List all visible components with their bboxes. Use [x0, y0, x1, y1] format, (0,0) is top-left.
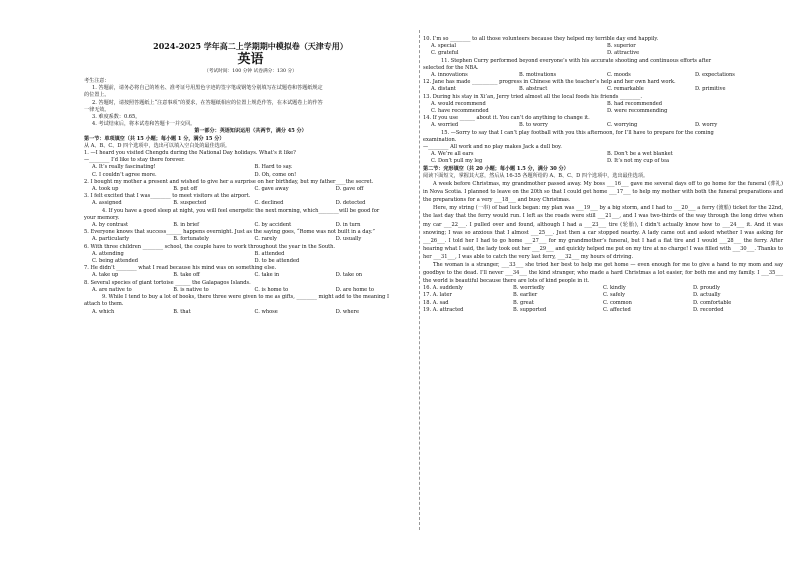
- answer-option[interactable]: A. which: [92, 308, 115, 315]
- answer-option[interactable]: B. take off: [173, 272, 200, 279]
- question-item: [84, 294, 417, 316]
- answer-option[interactable]: D. proudly: [693, 285, 720, 292]
- answer-option[interactable]: C. safely: [603, 292, 626, 299]
- question-item: [84, 179, 417, 193]
- answer-option[interactable]: D. were recommending: [607, 108, 668, 115]
- question-list: [84, 150, 417, 316]
- question-stem: —________ I’d like to stay there forever.: [84, 157, 185, 164]
- answer-option[interactable]: B. put off: [173, 186, 198, 193]
- answer-option[interactable]: D. are home to: [335, 286, 374, 293]
- question-stem: 15. —Sorry to say that I can’t play football with you this afternoon, for I’ll have to prepare for the coming: [441, 129, 714, 136]
- answer-option[interactable]: B. worriedly: [513, 285, 545, 292]
- answer-option[interactable]: C. Don’t pull my leg: [431, 158, 483, 165]
- question-stem: 8. Several species of giant tortoise ______ the Galapagos Islands.: [84, 279, 251, 286]
- option-row: [84, 287, 417, 294]
- answer-option[interactable]: A. We’re all ears: [431, 151, 474, 158]
- exam-title: 2024-2025 学年高二上学期期中模拟卷（天津专用）: [153, 41, 348, 51]
- answer-option[interactable]: D. Oh, come on!: [254, 171, 297, 178]
- answer-option[interactable]: B. is native to: [173, 286, 209, 293]
- question-stem: examination.: [423, 136, 457, 143]
- answer-option[interactable]: 18. A. sad: [423, 299, 449, 306]
- question-stem: 10. I’m so ________ to all those volunteers because they helped my terrible day end happily.: [423, 36, 659, 42]
- note-line: 3. 难度系数：0.65。: [92, 114, 141, 121]
- option-row: [423, 108, 783, 115]
- note-line: 2. 答题时，请按照答题纸上“注意事项”的要求，在答题纸相应的位置上规范作答，在本试题卷上的作答: [92, 99, 323, 106]
- question-list: [423, 36, 783, 166]
- subject-title: 英语: [237, 52, 264, 67]
- question-stem: 2. I bought my mother a present and wished to give her a surprise on her birthday, but my father____the secret.: [84, 178, 374, 185]
- answer-option[interactable]: D. take on: [335, 272, 363, 279]
- answer-option[interactable]: A. took up: [92, 186, 119, 193]
- cloze-option-row: [423, 300, 783, 307]
- option-row: [423, 101, 783, 108]
- answer-option[interactable]: D. expectations: [695, 72, 735, 79]
- answer-option[interactable]: A. particularly: [92, 236, 130, 243]
- option-row: [423, 158, 783, 165]
- option-row: [423, 72, 783, 79]
- section-instruction: 从 A、B、C、D 四个选项中，选出可以填入空白处的最佳选项。: [84, 142, 230, 149]
- question-stem: 11. Stephen Curry performed beyond everyone’s with his accurate shooting and continuous efforts after: [441, 57, 712, 64]
- cloze-option-list: [423, 285, 783, 314]
- notes-heading: 考生注意：: [84, 78, 110, 84]
- question-stem: selected for the NBA.: [423, 64, 479, 71]
- answer-option[interactable]: C. by accident: [254, 222, 292, 229]
- answer-option[interactable]: C. remarkable: [607, 86, 644, 93]
- question-stem: —________ All work and no play makes Jack a dull boy.: [423, 144, 562, 151]
- answer-option[interactable]: D. usually: [335, 236, 362, 243]
- answer-option[interactable]: B. earlier: [513, 292, 538, 299]
- question-item: [423, 94, 783, 116]
- answer-option[interactable]: C. moods: [607, 72, 631, 79]
- option-row: [84, 272, 417, 279]
- answer-option[interactable]: D. recorded: [693, 306, 724, 313]
- option-row: [423, 122, 783, 129]
- answer-option[interactable]: B. in brief: [173, 222, 199, 229]
- option-row: [84, 200, 417, 207]
- answer-option[interactable]: 16. A. suddenly: [423, 285, 463, 292]
- answer-option[interactable]: D. where: [335, 308, 359, 315]
- answer-option[interactable]: B. supported: [513, 306, 547, 313]
- answer-option[interactable]: C. whose: [254, 308, 278, 315]
- note-line: 一律无效。: [84, 106, 110, 113]
- answer-option[interactable]: D. actually: [693, 292, 721, 299]
- question-item: [423, 115, 783, 129]
- question-item: [84, 244, 417, 266]
- question-item: [84, 193, 417, 207]
- option-row: [423, 86, 783, 93]
- option-row: [84, 309, 417, 316]
- answer-option[interactable]: B. suspected: [173, 200, 207, 207]
- left-column: [84, 36, 417, 316]
- option-row: [423, 151, 783, 158]
- note-line: 4. 考试结束后，将本试卷和答题卡一并交回。: [92, 121, 196, 128]
- option-row: [84, 172, 417, 179]
- option-row: [84, 164, 417, 171]
- note-line: 的位置上。: [84, 92, 110, 99]
- question-stem: 7. He didn’t ________ what I read because his mind was on something else.: [84, 265, 277, 272]
- answer-option[interactable]: A. by contrast: [92, 222, 129, 229]
- answer-option[interactable]: B. had recommended: [607, 100, 663, 107]
- answer-option[interactable]: C. worrying: [607, 122, 638, 129]
- answer-option[interactable]: B. superior: [607, 43, 636, 50]
- answer-option[interactable]: C. declined: [254, 200, 284, 207]
- question-item: [84, 265, 417, 279]
- answer-option[interactable]: B. motivations: [519, 72, 557, 79]
- question-item: [84, 280, 417, 294]
- answer-option[interactable]: D. attractive: [607, 50, 640, 57]
- answer-option[interactable]: D. It’s not my cup of tea: [607, 158, 670, 165]
- cloze-paragraph: Here, my string (一串) of bad luck began: my plan was ___19___ by a big storm, and I had to ___20___ a ferry (渡船) ticket for the 22nd, the last day that the ferry would run. I left as the roads were still ___21___, and I was two-thirds of the way through the long drive when my car ___22___. I pulled over and found, although I had a ___23___ tire (轮胎), I didn’t actually know how to ___24___ it. And it was snowing; I was so anxious that I almost ___25___. Just then a car stopped nearby. A lady came out and asked whether I was asking for ___26___. I told her I had to go home ___27___ for my grandmother’s funeral, but I had a flat tire and I would ___28___ the ferry. After hearing what I said, the lady took out her ___29___ and quickly helped me put on my tire at no charge! I was filled with ___30___. Thanks to her ___31___, I was able to catch the very last ferry, ___32___ my hours of driving.: [423, 205, 783, 260]
- cloze-instruction: 阅读下面短文，掌握其大意，然后从 16-35 各题所给的 A、B、C、D 四个选项中，选出最佳选项。: [423, 172, 649, 179]
- question-stem: attach to them.: [84, 301, 124, 308]
- exam-meta: （考试时间：100 分钟 试卷满分：130 分）: [204, 69, 297, 74]
- cloze-option-row: [423, 292, 783, 299]
- answer-option[interactable]: A. attending: [92, 250, 124, 257]
- answer-option[interactable]: D. gave off: [335, 186, 364, 193]
- answer-option[interactable]: D. primitive: [695, 86, 726, 93]
- section-heading: 第一节：单项填空（共 15 小题；每小题 1 分，满分 15 分）: [84, 135, 225, 142]
- option-row: [84, 258, 417, 265]
- question-item: [84, 208, 417, 230]
- cloze-paragraph: The woman is a stranger, ___33___ she tried her best to help me get home — even enough for me to give a hand to my mom and say goodbye to the dead. I’ll never ___34___ the kind stranger, who made a hard Christmas a lot easier, for both me and my family. I ___35___ the world is beautiful because there are lots of kind people in it.: [423, 262, 783, 285]
- question-stem: 6. With three children ________ school, the couple have to work throughout the year in the South.: [84, 243, 336, 250]
- answer-option[interactable]: B. Hard to say.: [254, 164, 293, 171]
- answer-option[interactable]: C. is home to: [254, 286, 289, 293]
- answer-option[interactable]: C. rarely: [254, 236, 277, 243]
- answer-option[interactable]: C. gave away: [254, 186, 289, 193]
- answer-option[interactable]: B. Don’t be a wet blanket: [607, 151, 673, 158]
- answer-option[interactable]: 17. A. later: [423, 292, 452, 299]
- answer-option[interactable]: D. to be attended: [254, 258, 300, 265]
- answer-option[interactable]: A. worried: [431, 122, 459, 129]
- question-stem: 13. During his stay in Xi’an, Jerry tried almost all the local foods his friends ________.: [423, 93, 642, 100]
- question-item: [84, 150, 417, 179]
- answer-option[interactable]: D. worry: [695, 122, 718, 129]
- answer-option[interactable]: A. innovations: [431, 72, 468, 79]
- cloze-option-row: [423, 285, 783, 292]
- answer-option[interactable]: C. kindly: [603, 285, 626, 292]
- answer-option[interactable]: C. common: [603, 299, 632, 306]
- answer-option[interactable]: C. take in: [254, 272, 280, 279]
- question-stem: 12. Jane has made __________ progress in Chinese with the teacher’s help and her own hard work.: [423, 79, 676, 86]
- question-item: [423, 79, 783, 93]
- question-stem: your memory.: [84, 214, 120, 221]
- option-row: [84, 186, 417, 193]
- answer-option[interactable]: A. would recommend: [431, 100, 486, 107]
- answer-option[interactable]: 19. A. attracted: [423, 306, 464, 313]
- cloze-paragraph: A week before Christmas, my grandmother passed away. My boss ___16___ gave me several days off to go home for the funeral (葬礼) in Nova Scotia. I planned to leave on the 20th so that I could get home ___17___ to help my mother with both the funeral preparations and the preparations for a very ___18___ and busy Christmas.: [423, 181, 783, 204]
- answer-option[interactable]: B. attended: [254, 250, 285, 257]
- option-row: [84, 251, 417, 258]
- answer-option[interactable]: A. distant: [431, 86, 456, 93]
- answer-option[interactable]: A. are native to: [92, 286, 132, 293]
- answer-option[interactable]: D. comfortable: [693, 299, 732, 306]
- option-row: [84, 236, 417, 243]
- question-stem: 14. If you use ______ about it. You can’t do anything to change it.: [423, 115, 590, 122]
- question-stem: 9. While I tend to buy a lot of books, there three were given to me as gifts, ________ might add to the meaning I: [102, 294, 390, 301]
- question-item: [423, 58, 783, 80]
- question-stem: 4. If you have a good sleep at night, you will feel energetic the next morning, which________will be good for: [102, 207, 380, 214]
- cloze-option-row: [423, 307, 783, 314]
- question-item: [423, 36, 783, 58]
- answer-option[interactable]: C. affected: [603, 306, 631, 313]
- answer-option[interactable]: A. special: [431, 43, 456, 50]
- answer-option[interactable]: A. It’s really fascinating!: [92, 164, 156, 171]
- answer-option[interactable]: C. grateful: [431, 50, 459, 57]
- answer-option[interactable]: B. fortunately: [173, 236, 209, 243]
- answer-option[interactable]: A. take up: [92, 272, 119, 279]
- answer-option[interactable]: C. I couldn’t agree more.: [92, 171, 157, 178]
- answer-option[interactable]: A. assigned: [92, 200, 122, 207]
- answer-option[interactable]: D. in turn: [335, 222, 361, 229]
- question-stem: 1. —I heard you visited Chengdu during the National Day holidays. What’s it like?: [84, 150, 296, 157]
- answer-option[interactable]: C. have recommended: [431, 108, 489, 115]
- option-row: [423, 43, 783, 50]
- note-line: 1. 答题前，请务必将自己的姓名、准考证号用黑色字迹的签字笔或钢笔分别填写在试题卷和答题纸规定: [92, 85, 323, 92]
- answer-option[interactable]: B. to worry: [519, 122, 548, 129]
- right-column: [423, 36, 783, 314]
- cloze-heading: 第二节：完形填空（共 20 小题；每小题 1.5 分，满分 30 分）: [423, 165, 569, 172]
- answer-option[interactable]: D. detected: [335, 200, 366, 207]
- answer-option[interactable]: B. that: [173, 308, 191, 315]
- column-divider: [419, 30, 421, 530]
- part1-heading: 第一部分：英语知识运用（共两节，满分 45 分）: [194, 128, 307, 135]
- question-item: [423, 130, 783, 166]
- option-row: [423, 50, 783, 57]
- answer-option[interactable]: C. being attended: [92, 258, 138, 265]
- question-stem: 3. I felt excited that I was________ to meet visitors at the airport.: [84, 193, 251, 200]
- question-stem: 5. Everyone knows that success______ happens overnight. Just as the saying goes, “Rome was not built in a day.”: [84, 229, 376, 236]
- question-item: [84, 229, 417, 243]
- answer-option[interactable]: B. great: [513, 299, 534, 306]
- answer-option[interactable]: B. abstract: [519, 86, 548, 93]
